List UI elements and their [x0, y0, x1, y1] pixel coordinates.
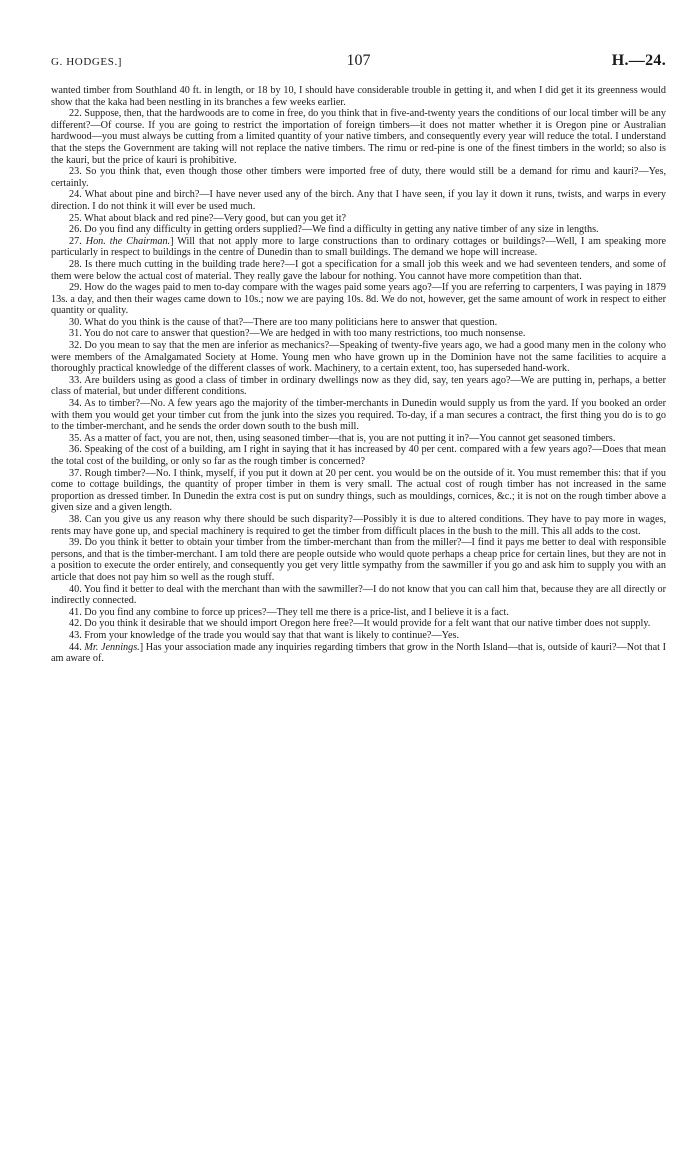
paragraph — [51, 213, 666, 225]
paragraph — [51, 166, 666, 189]
paragraph — [51, 108, 666, 166]
paragraph — [51, 340, 666, 375]
paragraph — [51, 236, 666, 259]
paragraph — [51, 607, 666, 619]
paragraph-text: 23. So you think that, even though those other timbers were imported free of duty, there would still be a demand for rimu and kauri?—Yes, certainly. — [51, 166, 666, 189]
paragraph — [51, 618, 666, 630]
paragraph-text: ] Will that not apply more to large constructions than to ordinary cottages or buildings?—Well, I am speaking more particularly in respect to buildings in the centre of Dunedin than to small buildings. The demand we hope will increase. — [51, 235, 666, 259]
paragraph — [51, 433, 666, 445]
paragraph — [51, 224, 666, 236]
paragraph-text: 35. As a matter of fact, you are not, then, using seasoned timber—that is, you are not putting it in?—You cannot get seasoned timbers. — [69, 432, 616, 444]
paragraph-text: 30. What do you think is the cause of that?—There are too many politicians here to answer that question. — [69, 316, 498, 328]
paragraph-text: 28. Is there much cutting in the building trade here?—I got a specification for a small job this week and we had seventeen tenders, and some of them were below the actual cost of material. They really gave the labour for nothing. You cannot have more competition than that. — [51, 258, 666, 282]
paragraph-text: ] Has your association made any inquiries regarding timbers that grow in the North Island—that is, outside of kauri?—Not that I am aware of. — [51, 641, 667, 665]
question-number: 44. — [69, 641, 85, 653]
paragraph-text: 36. Speaking of the cost of a building, am I right in saying that it has increased by 40 per cent. compared with a few years ago?—Does that mean the total cost of the building, or only so far as the rough timber is concerned? — [51, 444, 666, 467]
paragraph-text: 31. You do not care to answer that question?—We are hedged in with too many restrictions, too much nonsense. — [69, 328, 526, 340]
paragraph-text: 39. Do you think it better to obtain your timber from the timber-merchant than from the miller?—I find it pays me better to deal with responsible persons, and that is the timber-merchant. I am told there are people outside who would quote perhaps a cheap price for certain lines, but they are not in a position to execute the order entirely, and consequently you get very little sympathy from the sawmiller if you go and ask him to supply you with an article that does not pay him so well as the rough stuff. — [51, 537, 666, 583]
paragraph-text: 41. Do you find any combine to force up prices?—They tell me there is a price-list, and I believe it is a fact. — [69, 606, 509, 618]
paragraph — [51, 189, 666, 212]
paragraph — [51, 259, 666, 282]
paragraph — [51, 537, 666, 583]
page-number: 107 — [346, 52, 371, 69]
paragraph — [51, 514, 666, 537]
paragraph-text: 42. Do you think it desirable that we should import Oregon here free?—It would provide for a felt want that our native timber does not supply. — [69, 618, 651, 630]
witness-name: G. HODGES.] — [51, 56, 123, 68]
page-header — [51, 52, 666, 74]
paragraph-text: 25. What about black and red pine?—Very good, but can you get it? — [69, 212, 347, 224]
paragraph — [51, 584, 666, 607]
paragraph-text: 32. Do you mean to say that the men are inferior as mechanics?—Speaking of twenty-five years ago, we had a good many men in the colony who were members of the Amalgamated Society at Home. Young men who have grown up in the Dominion have not the same facilities to acquire a thoroughly practical knowledge of the different classes of work. Machinery, to a certain extent, too, has superseded hand-work. — [51, 340, 666, 375]
paragraph-text: 38. Can you give us any reason why there should be such disparity?—Possibly it is due to altered conditions. They have to pay more in wages, rents may have gone up, and special machinery is required to get the timber from difficult places in the bush to the mill. This all adds to the cost. — [51, 513, 666, 537]
paragraph-text: 40. You find it better to deal with the merchant than with the sawmiller?—I do not know that you can call him that, because they are all directly or indirectly connected. — [51, 583, 666, 607]
paragraph — [51, 642, 666, 665]
paragraph-text: 22. Suppose, then, that the hardwoods are to come in free, do you think that in five-and-twenty years the conditions of our local timber will be any different?—Of course. If you are going to restrict the importation of foreign timbers—it does not matter whether it is Oregon pine or Australian hardwood—you must always be cutting from a limited quantity of your native timbers, and consequently every year will reduce the total. I understand that the steps the Government are taking will not replace the native timbers. The rimu or red-pine is one of the finest timbers in the world; so also is the kauri, but the price of kauri is prohibitive. — [51, 108, 666, 166]
paragraph-text: 29. How do the wages paid to men to-day compare with the wages paid some years ago?—If you are referring to carpenters, I was paying in 1879 13s. a day, and then their wages came down to 10s.; now we are paying 10s. 8d. We do not, however, get the same amount of work in respect to either quantity or quality. — [51, 282, 666, 317]
paragraph-text: wanted timber from Southland 40 ft. in length, or 18 by 10, I should have considerable trouble in getting it, and when I did get it its greenness would show that the kaka had been nestling in its branches a few weeks earlier. — [51, 85, 666, 108]
question-number: 27. — [69, 235, 86, 247]
document-body — [51, 85, 666, 665]
paragraph — [51, 630, 666, 642]
paragraph-text: 43. From your knowledge of the trade you would say that that want is likely to continue?—Yes. — [69, 629, 459, 641]
paragraph — [51, 328, 666, 340]
speaker-name: Mr. Jennings. — [84, 641, 140, 653]
paragraph — [51, 444, 666, 467]
paragraph-text: 34. As to timber?—No. A few years ago the majority of the timber-merchants in Dunedin would supply us from the yard. If you booked an order with them you would get your timber cut from the junk into the sizes you required. To-day, if a man secures a contract, the first thing you do is to go to the timber-merchant, and he sends the order down south to the bush mill. — [51, 398, 666, 433]
paragraph — [51, 282, 666, 317]
paragraph — [51, 468, 666, 514]
speaker-name: Hon. the Chairman. — [85, 235, 171, 247]
paragraph — [51, 375, 666, 398]
paragraph-text: 33. Are builders using as good a class of timber in ordinary dwellings now as they did, say, ten years ago?—We are putting in, perhaps, a better class of material, but under different conditions. — [51, 374, 666, 398]
paragraph — [51, 317, 666, 329]
paragraph-text: 24. What about pine and birch?—I have never used any of the birch. Any that I have seen, if you lay it down it runs, twists, and warps in every direction. I do not think it will ever be used much. — [51, 189, 666, 212]
paragraph — [51, 85, 666, 108]
document-reference: H.—24. — [611, 52, 666, 69]
paragraph-text: 37. Rough timber?—No. I think, myself, if you put it down at 20 per cent. you would be on the outside of it. You must remember this: that if you come to cottage buildings, the quantity of proper timber in them is very small. The actual cost of rough timber has not increased in the same proportion as dressed timber. In Dunedin the extra cost is put on sundry things, such as mouldings, cornices, &c.; it is not on the rough timber above a given size and a given length. — [51, 467, 666, 514]
paragraph-text: 26. Do you find any difficulty in getting orders supplied?—We find a difficulty in getting any native timber of any size in lengths. — [69, 224, 599, 236]
paragraph — [51, 398, 666, 433]
